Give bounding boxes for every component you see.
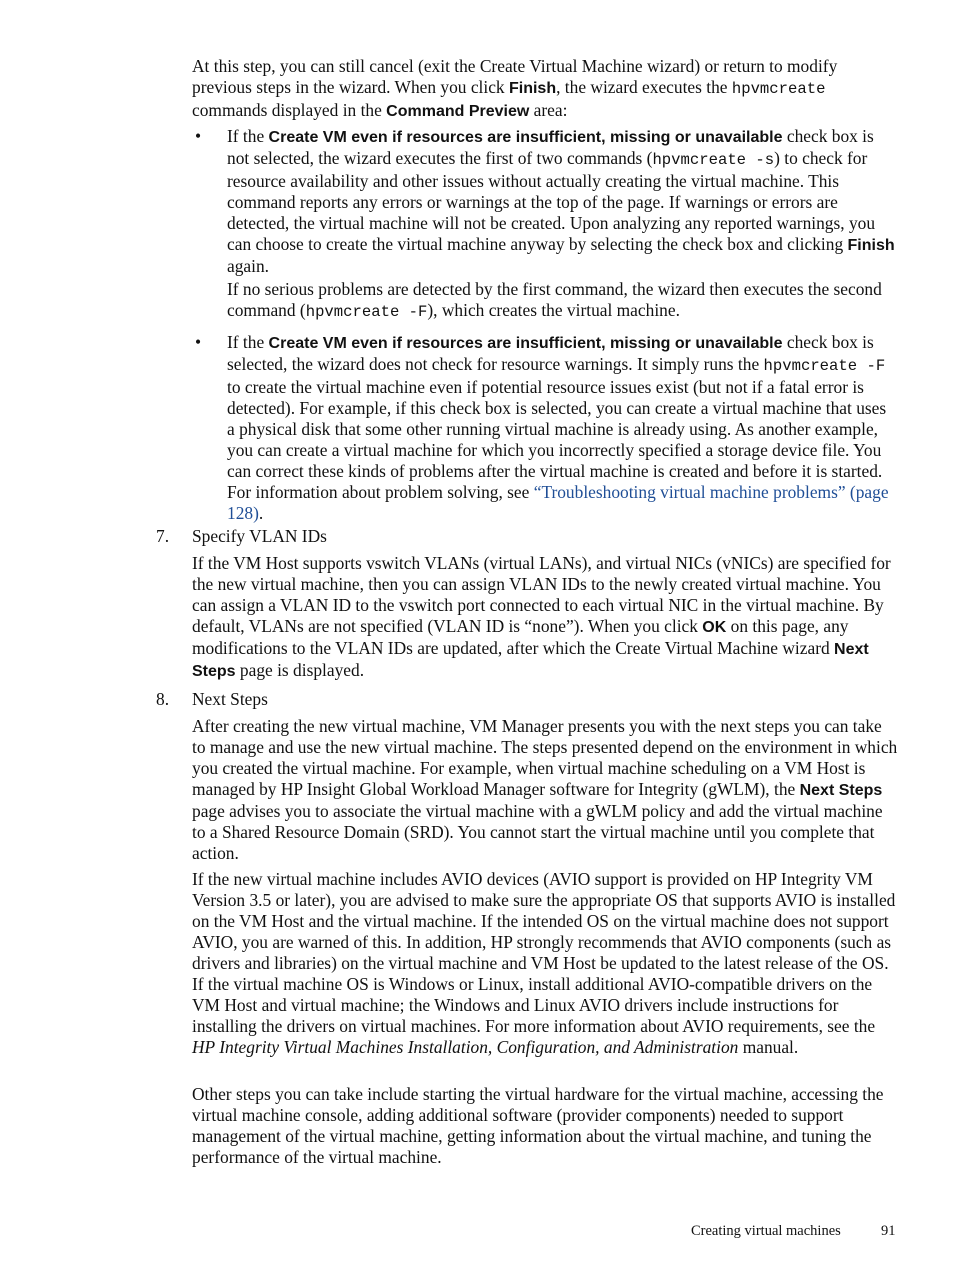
finish-label: Finish (508, 80, 557, 97)
bullet1-second-paragraph (227, 279, 898, 323)
step8-p2-text-1: If the new virtual machine includes AVIO devices (AVIO support is provided on HP Integrity VM Version 3.5 or later), you are advised to make sure the appropriate OS that supports AVIO is installed on the VM Host and the virtual machine. If the intended OS on the virtual machine does not support AVIO, you are warned of this. In addition, HP strongly recommends that AVIO components (such as drivers and libraries) on the virtual machine and VM Host be updated to the latest release of the OS. If the virtual machine OS is Windows or Linux, install additional AVIO-compatible drivers on the VM Host and virtual machine; the Windows and Linux AVIO drivers include instructions for installing the drivers on virtual machines. For more information about AVIO requirements, see the (192, 869, 896, 1036)
intro-text-1: At this step, you can still cancel (exit the Create Virtual Machine wizard) or return to modify previous steps in the wizard. When you click (192, 56, 838, 97)
create-vm-checkbox-label: Create VM even if resources are insufficient, missing or unavailable (268, 129, 783, 146)
bullet1-text-1: If the (227, 126, 269, 146)
bullet1-text-2: check box is not selected, the wizard executes the first of two commands ( (227, 126, 874, 168)
troubleshooting-link[interactable]: “Troubleshooting virtual machine problems” (page 128) (227, 482, 889, 523)
bullet2-text-2: check box is selected, the wizard does not check for resource warnings. It simply runs the (227, 332, 874, 374)
intro-text-2: , the wizard executes the (556, 77, 732, 97)
step8-title: Next Steps (192, 689, 268, 709)
bullet1-text-4: again. (227, 256, 270, 276)
next-steps-label: Next Steps (799, 782, 883, 799)
bullet-marker: • (195, 332, 202, 352)
footer-page-number: 91 (881, 1223, 896, 1239)
bullet2-text-3: to create the virtual machine even if potential resource issues exist (but not if a fatal error is detected). For example, if this check box is selected, you can create a virtual machine that uses a physical disk that some other running virtual machine is already using. As another example, you can create a virtual machine for which you incorrectly specified a storage device file. You can correct these kinds of problems after the virtual machine is created and before it is started. For information about problem solving, see (227, 377, 887, 502)
finish-label: Finish (847, 237, 895, 254)
step7-number: 7. (156, 526, 170, 546)
bullet1-paragraph (227, 126, 898, 277)
command-hpvmcreate-F: hpvmcreate -F (305, 303, 428, 321)
step7-text-3: page is displayed. (235, 660, 365, 680)
step8-paragraph-2 (192, 869, 898, 1058)
intro-paragraph (192, 56, 898, 122)
bullet-marker: • (195, 126, 202, 146)
manual-title: HP Integrity Virtual Machines Installation, Configuration, and Administration (192, 1037, 739, 1057)
step8-p1-text-1: After creating the new virtual machine, VM Manager presents you with the next steps you can take to manage and use the new virtual machine. The steps presented depend on the environment in which you created the virtual machine. For example, when virtual machine scheduling on a VM Host is managed by HP Insight Global Workload Manager software for Integrity (gWLM), the (192, 716, 898, 799)
bullet1-text-3: ) to check for resource availability and other issues without actually creating the virtual machine. This command reports any errors or warnings at the top of the page. If warnings or errors are detected, the virtual machine will not be created. Upon analyzing any reported warnings, you can choose to create the virtual machine anyway by selecting the check box and clicking (227, 148, 876, 254)
step7-text-2: on this page, any modifications to the VLAN IDs are updated, after which the Create Virtual Machine wizard (192, 616, 849, 658)
intro-text-3: commands displayed in the (192, 100, 387, 120)
step8-paragraph-1 (192, 716, 898, 864)
bullet2-paragraph (227, 332, 898, 524)
footer-section-title: Creating virtual machines (691, 1223, 841, 1239)
command-hpvmcreate-F: hpvmcreate -F (763, 357, 886, 375)
command-hpvmcreate: hpvmcreate (731, 80, 826, 98)
bullet1-p2-text-2: ), which creates the virtual machine. (427, 300, 680, 320)
bullet1-p2-text-1: If no serious problems are detected by the first command, the wizard then executes the second command ( (227, 279, 882, 320)
step7-title: Specify VLAN IDs (192, 526, 327, 546)
next-steps-label: Next Steps (192, 641, 869, 680)
step8-p2-text-2: manual. (738, 1037, 799, 1057)
command-preview-label: Command Preview (386, 103, 530, 120)
step7-paragraph (192, 553, 898, 682)
create-vm-checkbox-label: Create VM even if resources are insufficient, missing or unavailable (268, 335, 783, 352)
step8-p1-text-2: page advises you to associate the virtual machine with a gWLM policy and add the virtual machine to a Shared Resource Domain (SRD). You cannot start the virtual machine until you complete that action. (192, 801, 883, 863)
ok-label: OK (702, 619, 727, 636)
step8-number: 8. (156, 689, 170, 709)
bullet2-text-4: . (258, 503, 264, 523)
step7-text-1: If the VM Host supports vswitch VLANs (virtual LANs), and virtual NICs (vNICs) are specified for the new virtual machine, then you can assign VLAN IDs to the newly created virtual machine. You can assign a VLAN ID to the vswitch port connected to each virtual NIC in the virtual machine. By default, VLANs are not specified (VLAN ID is “none”). When you click (192, 553, 891, 636)
bullet2-text-1: If the (227, 332, 269, 352)
intro-text-4: area: (529, 100, 568, 120)
step8-paragraph-3: Other steps you can take include starting the virtual hardware for the virtual machine, accessing the virtual machine console, adding additional software (provider components) needed to support management of the virtual machine, getting information about the virtual machine, and tuning the performance of the virtual machine. (192, 1084, 884, 1167)
command-hpvmcreate-s: hpvmcreate -s (652, 151, 775, 169)
